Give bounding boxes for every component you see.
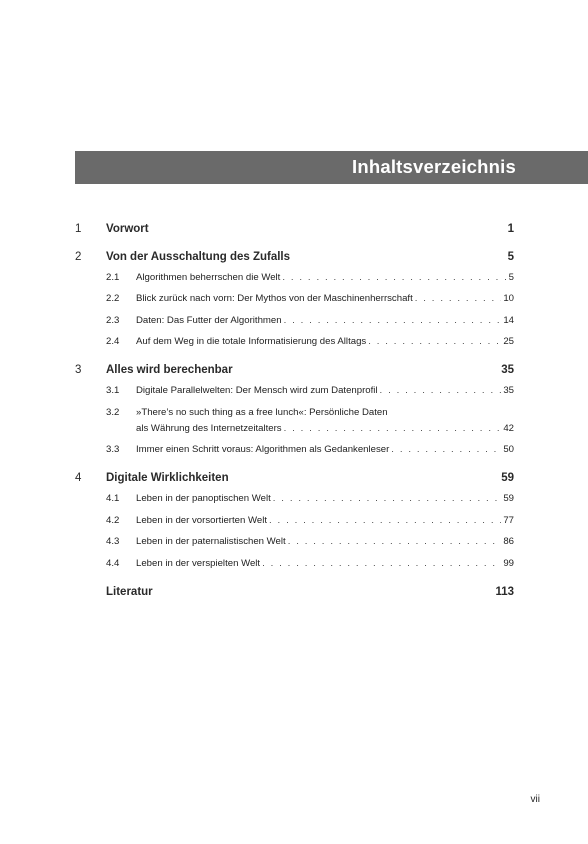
chapter-number: 1 bbox=[75, 223, 82, 235]
section-page: 5 bbox=[508, 272, 514, 283]
toc-section-row[interactable] bbox=[75, 383, 514, 399]
toc-section-row[interactable] bbox=[75, 556, 514, 572]
dot-leader bbox=[288, 534, 502, 550]
section-page: 59 bbox=[503, 493, 514, 504]
dot-leader bbox=[284, 421, 502, 437]
section-title: Auf dem Weg in die totale Informatisierung des Alltags bbox=[136, 336, 367, 347]
section-title: Daten: Das Futter der Algorithmen bbox=[136, 315, 282, 326]
toc-title: Inhaltsverzeichnis bbox=[352, 156, 516, 177]
chapter-title: Literatur bbox=[106, 586, 153, 598]
section-title-line1: »There’s no such thing as a free lunch«: Persönliche Daten bbox=[136, 407, 388, 418]
section-number: 4.4 bbox=[106, 558, 120, 569]
dot-leader bbox=[269, 513, 501, 529]
section-page: 35 bbox=[503, 385, 514, 396]
toc-chapter-row[interactable] bbox=[75, 362, 514, 378]
chapter-number: 2 bbox=[75, 251, 82, 263]
section-number: 3.1 bbox=[106, 385, 120, 396]
toc-section-row[interactable] bbox=[75, 291, 514, 307]
section-number: 2.3 bbox=[106, 315, 120, 326]
chapter-title: Alles wird berechenbar bbox=[106, 364, 233, 376]
section-page: 50 bbox=[503, 444, 514, 455]
chapter-title: Von der Ausschaltung des Zufalls bbox=[106, 251, 291, 263]
section-number: 4.2 bbox=[106, 515, 120, 526]
section-number: 2.4 bbox=[106, 336, 120, 347]
toc-chapter-row[interactable] bbox=[75, 221, 514, 237]
section-page: 42 bbox=[503, 423, 514, 434]
section-page: 86 bbox=[503, 536, 514, 547]
page-number: vii bbox=[530, 794, 540, 805]
section-title: Blick zurück nach vorn: Der Mythos von der Maschinenherrschaft bbox=[136, 293, 413, 304]
chapter-title: Vorwort bbox=[106, 223, 149, 235]
dot-leader bbox=[282, 270, 506, 286]
section-number: 3.2 bbox=[106, 407, 120, 418]
section-number: 2.2 bbox=[106, 293, 120, 304]
toc-section-row[interactable] bbox=[75, 442, 514, 458]
section-title: Digitale Parallelwelten: Der Mensch wird zum Datenprofil bbox=[136, 385, 378, 396]
toc-section-row[interactable] bbox=[75, 270, 514, 286]
toc-chapter-row[interactable] bbox=[75, 584, 514, 600]
section-title: Immer einen Schritt voraus: Algorithmen als Gedankenleser bbox=[136, 444, 390, 455]
chapter-page: 113 bbox=[495, 586, 514, 598]
toc-section-row[interactable] bbox=[75, 405, 514, 437]
dot-leader bbox=[380, 383, 502, 399]
section-number: 3.3 bbox=[106, 444, 120, 455]
chapter-number: 3 bbox=[75, 364, 82, 376]
chapter-page: 1 bbox=[507, 223, 514, 235]
section-page: 99 bbox=[503, 558, 514, 569]
chapter-page: 59 bbox=[501, 472, 514, 484]
section-number: 4.3 bbox=[106, 536, 120, 547]
dot-leader bbox=[368, 334, 501, 350]
dot-leader bbox=[391, 442, 501, 458]
section-title: Leben in der verspielten Welt bbox=[136, 558, 261, 569]
dot-leader bbox=[415, 291, 502, 307]
section-title: Leben in der panoptischen Welt bbox=[136, 493, 271, 504]
chapter-page: 5 bbox=[507, 251, 514, 263]
toc-section-row[interactable] bbox=[75, 313, 514, 329]
section-page: 25 bbox=[503, 336, 514, 347]
dot-leader bbox=[284, 313, 502, 329]
section-number: 2.1 bbox=[106, 272, 120, 283]
chapter-page: 35 bbox=[501, 364, 514, 376]
section-page: 10 bbox=[503, 293, 514, 304]
toc-section-row[interactable] bbox=[75, 334, 514, 350]
dot-leader bbox=[273, 491, 502, 507]
toc-section-row[interactable] bbox=[75, 534, 514, 550]
section-page: 77 bbox=[503, 515, 514, 526]
chapter-title: Digitale Wirklichkeiten bbox=[106, 472, 229, 484]
section-title: Leben in der vorsortierten Welt bbox=[136, 515, 268, 526]
dot-leader bbox=[262, 556, 501, 572]
section-title: Leben in der paternalistischen Welt bbox=[136, 536, 286, 547]
section-title: Algorithmen beherrschen die Welt bbox=[136, 272, 281, 283]
chapter-number: 4 bbox=[75, 472, 82, 484]
section-page: 14 bbox=[503, 315, 514, 326]
toc-banner bbox=[75, 151, 588, 184]
toc-chapter-row[interactable] bbox=[75, 249, 514, 265]
toc-chapter-row[interactable] bbox=[75, 470, 514, 486]
toc-section-row[interactable] bbox=[75, 513, 514, 529]
section-number: 4.1 bbox=[106, 493, 120, 504]
section-title: als Währung des Internetzeitalters bbox=[136, 423, 282, 434]
toc-section-row[interactable] bbox=[75, 491, 514, 507]
